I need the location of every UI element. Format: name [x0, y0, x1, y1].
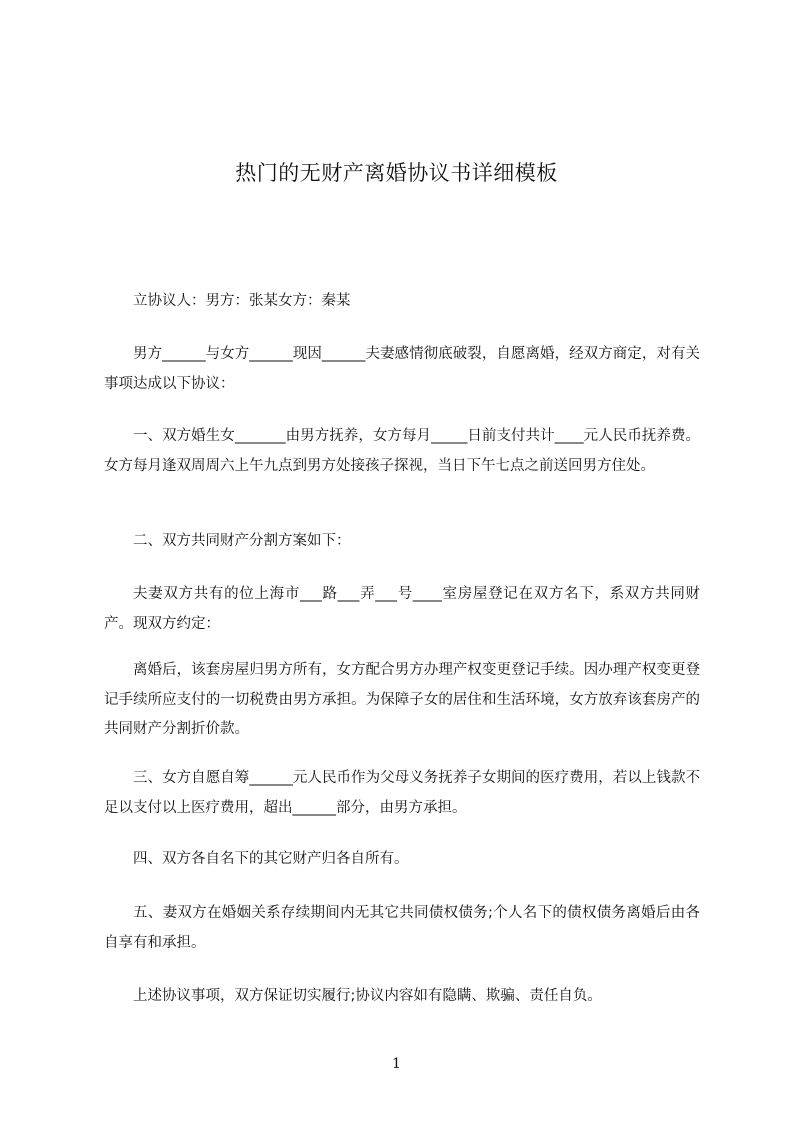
preamble-paragraph: 男方______与女方______现因______夫妻感情彻底破裂，自愿离婚，经双方商定，对有关事项达成以下协议： — [104, 346, 700, 392]
page-number: 1 — [392, 1056, 401, 1072]
closing-paragraph: 上述协议事项，双方保证切实履行;协议内容如有隐瞒、欺骗、责任自负。 — [133, 988, 602, 1004]
clause-1-paragraph: 一、双方婚生女_______由男方抚养，女方每月_____日前支付共计____元人民币抚养费。女方每月逢双周周六上午九点到男方处接孩子探视，当日下午七点之前送回男方住处。 — [104, 428, 700, 474]
clause-5-paragraph: 五、妻双方在婚姻关系存续期间内无其它共同债权债务;个人名下的债权债务离婚后由各自享有和承担。 — [104, 905, 700, 951]
clause-2-property-paragraph: 夫妻双方共有的位上海市___路___弄___号____室房屋登记在双方名下，系双方共同财产。现双方约定： — [104, 586, 700, 632]
clause-3-paragraph: 三、女方自愿自筹______元人民币作为父母义务抚养子女期间的医疗费用，若以上钱款不足以支付以上医疗费用，超出______部分，由男方承担。 — [104, 770, 700, 816]
document-title: 热门的无财产离婚协议书详细模板 — [235, 161, 558, 186]
parties-paragraph: 立协议人：男方：张某女方：秦某 — [133, 293, 351, 309]
clause-4-paragraph: 四、双方各自名下的其它财产归各自所有。 — [133, 851, 409, 867]
clause-2-arrangement-paragraph: 离婚后，该套房屋归男方所有，女方配合男方办理产权变更登记手续。因办理产权变更登记手续所应支付的一切税费由男方承担。为保障子女的居住和生活环境，女方放弃该套房产的共同财产分割折价款。 — [104, 662, 700, 737]
clause-2-heading: 二、双方共同财产分割方案如下： — [133, 533, 351, 549]
